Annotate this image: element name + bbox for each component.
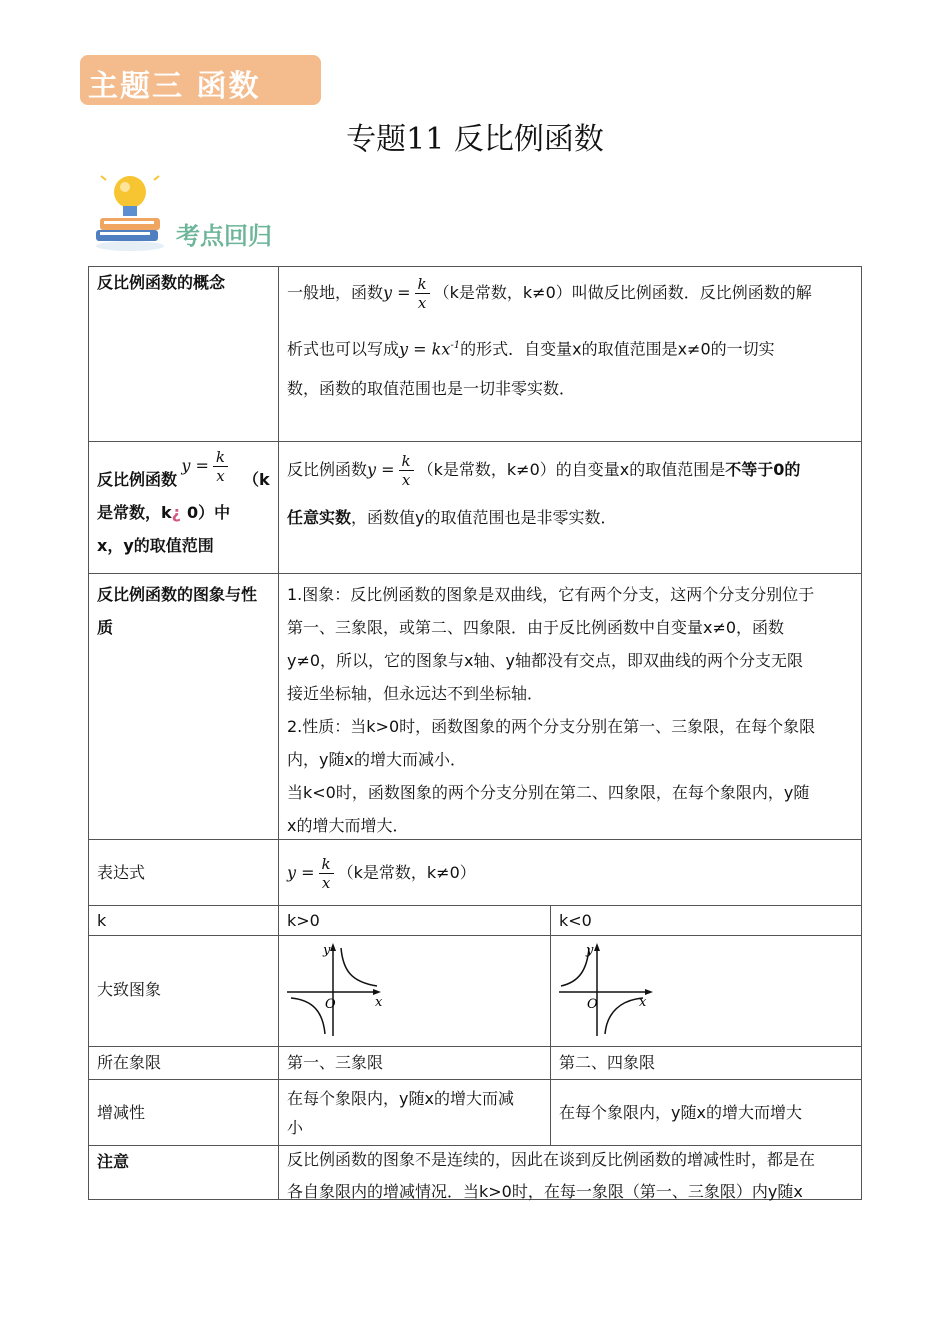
range-label-glyph: ¿: [171, 503, 181, 522]
range-label-a: 反比例函数: [97, 470, 178, 489]
y-axis-arrow: [594, 943, 600, 951]
k-label: k: [88, 905, 279, 936]
monotonic-positive: [278, 1079, 551, 1146]
fraction-num: k: [399, 452, 414, 471]
monotonic-positive-a: 在每个象限内，y随x的增大而减: [287, 1089, 514, 1108]
origin-label: O: [325, 997, 336, 1012]
expression-label: 表达式: [88, 839, 279, 906]
concept-fraction: [415, 275, 430, 312]
concept-label: 反比例函数的概念: [88, 266, 279, 442]
x-label: x: [639, 995, 647, 1010]
props-line: 内，y随x的增大而减小．: [287, 750, 466, 769]
range-text-1c: 不等于0的: [725, 460, 801, 479]
hyperbola-branch-q1: [341, 948, 377, 986]
quadrant-label: 所在象限: [88, 1046, 279, 1080]
origin-label: O: [587, 997, 598, 1012]
y-label: y: [586, 943, 594, 958]
expression-fraction: [319, 855, 334, 892]
range-text-1b: （k是常数，k≠0）的自变量x的取值范围是: [417, 460, 726, 479]
props-line: y≠0，所以，它的图象与x轴、y轴都没有交点，即双曲线的两个分支无限: [287, 651, 803, 670]
expression-note: （k是常数，k≠0）: [337, 863, 476, 882]
hyperbola-branch-q2: [561, 948, 589, 986]
graph-label: 大致图象: [88, 935, 279, 1047]
props-line: 接近坐标轴，但永远达不到坐标轴．: [287, 684, 544, 703]
fraction-num: k: [213, 448, 228, 467]
topic-banner-text: 主题三 函数: [88, 69, 261, 104]
props-label: [88, 573, 279, 840]
k-positive: k>0: [278, 905, 551, 936]
summary-table: [88, 266, 862, 1200]
concept-text-2b: 的形式．自变量x的取值范围是x≠0的一切实: [460, 339, 775, 359]
range-formula-lhs: y =: [367, 460, 395, 479]
props-line: 1.图象：反比例函数的图象是双曲线，它有两个分支，这两个分支分别位于: [287, 585, 815, 604]
concept-formula-lhs: y =: [383, 283, 411, 302]
note-label: 注意: [88, 1145, 279, 1200]
props-line: 2.性质：当k>0时，函数图象的两个分支分别在第一、三象限，在每个象限: [287, 717, 816, 736]
props-line: x的增大而增大．: [287, 816, 409, 835]
range-content: [278, 441, 862, 574]
lightbulb-books-icon: [90, 172, 170, 254]
range-label: [88, 441, 279, 574]
note-line: 各自象限内的增减情况．当k>0时，在每一象限（第一、三象限）内y随x: [287, 1182, 803, 1201]
fraction-num: k: [319, 855, 334, 874]
graph-positive-cell: [278, 935, 551, 1047]
range-label-d: 0）中: [186, 503, 231, 522]
section-label: 考点回归: [176, 222, 272, 250]
props-label-b: 质: [97, 618, 114, 637]
topic-banner: [80, 55, 321, 105]
quadrant-positive: 第一、三象限: [278, 1046, 551, 1080]
quadrant-negative: 第二、四象限: [550, 1046, 862, 1080]
props-content: [278, 573, 862, 840]
props-label-a: 反比例函数的图象与性: [97, 585, 258, 604]
concept-text-3: 数，函数的取值范围也是一切非零实数．: [287, 379, 576, 399]
hyperbola-branch-q3: [291, 998, 325, 1034]
range-text-2b: ，函数值y的取值范围也是非零实数．: [351, 508, 617, 527]
range-label-lhs: y =: [181, 456, 209, 475]
range-fraction: [399, 452, 414, 489]
concept-formula-2: y = kx: [399, 339, 451, 359]
x-label: x: [375, 995, 383, 1010]
concept-formula-exp: -1: [450, 340, 461, 351]
expression-lhs: y =: [287, 863, 315, 882]
concept-content: [278, 266, 862, 442]
range-text-2a: 任意实数: [287, 508, 352, 527]
graph-positive: [285, 940, 385, 1040]
range-text-1a: 反比例函数: [287, 460, 368, 479]
fraction-den: x: [401, 471, 411, 489]
concept-text-1a: 一般地，函数: [287, 283, 384, 302]
monotonic-positive-b: 小: [287, 1118, 304, 1137]
graph-negative: [557, 940, 657, 1040]
concept-text-2a: 析式也可以写成: [287, 339, 400, 359]
fraction-den: x: [216, 467, 225, 485]
monotonic-label: 增减性: [88, 1079, 279, 1146]
y-axis-arrow: [330, 943, 336, 951]
expression-content: [278, 839, 862, 906]
props-line: 第一、三象限，或第二、四象限．由于反比例函数中自变量x≠0，函数: [287, 618, 785, 637]
note-line: 反比例函数的图象不是连续的，因此在谈到反比例函数的增减性时，都是在: [287, 1150, 816, 1169]
page-title: 专题11 反比例函数: [346, 122, 604, 157]
k-negative: k<0: [550, 905, 862, 936]
props-line: 当k<0时，函数图象的两个分支分别在第二、四象限，在每个象限内，y随: [287, 783, 810, 802]
graph-negative-cell: [550, 935, 862, 1047]
note-content: [278, 1145, 862, 1200]
fraction-num: k: [415, 275, 430, 294]
fraction-den: x: [417, 294, 427, 312]
fraction-den: x: [321, 874, 331, 892]
y-label: y: [323, 943, 331, 958]
range-label-e: x，y的取值范围: [97, 536, 214, 555]
monotonic-negative: 在每个象限内，y随x的增大而增大: [550, 1079, 862, 1146]
hyperbola-branch-q4: [605, 998, 643, 1034]
range-label-c: 是常数，k: [97, 503, 172, 522]
concept-text-1b: （k是常数，k≠0）叫做反比例函数．反比例函数的解: [433, 283, 812, 302]
range-label-b: （k: [243, 470, 270, 489]
